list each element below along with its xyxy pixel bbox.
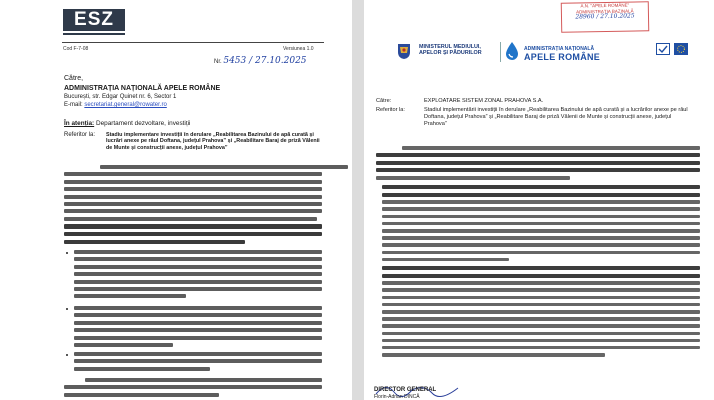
attention-line xyxy=(64,120,190,128)
version: Versiunea 1.0 xyxy=(283,46,314,52)
apele-romane-logo-text xyxy=(524,45,600,61)
to-label: Către: xyxy=(376,98,392,104)
certification-icon xyxy=(656,43,670,55)
ref-text: Stadiul implementării investiții în derulare „Reabilitarea Bazinului de apă curată și a lucrărilor anexe pe râul Doftana, județul Prahova” și „Reabilitare Baraj de priză Vălenii de Munte și construcții anexe, județul Prahova” xyxy=(424,107,688,128)
body-paragraph-1 xyxy=(64,165,322,247)
header-divider xyxy=(62,42,324,43)
signature-name: Florin-Adrian DINCĂ xyxy=(374,394,420,400)
registration-number xyxy=(214,56,307,66)
email-label: E-mail: xyxy=(64,102,83,108)
stamp-dept: ADMINISTRAȚIA BAZINALĂ xyxy=(576,8,634,15)
org-small: ADMINISTRAȚIA NAȚIONALĂ xyxy=(524,46,595,52)
bullet xyxy=(66,354,68,356)
attention-label: În atenția: xyxy=(64,120,95,127)
to-value: EXPLOATARE SISTEM ZONAL PRAHOVA S.A. xyxy=(424,98,544,104)
eu-flag-icon xyxy=(674,43,688,55)
letter-esz xyxy=(0,0,352,400)
recipient: ADMINISTRAȚIA NAȚIONALĂ APELE ROMÂNE xyxy=(64,85,221,92)
page-gap xyxy=(352,0,364,400)
logo-separator xyxy=(500,42,501,62)
stamp-org: A.N. "APELE ROMÂNE" xyxy=(580,2,630,9)
letter-apele-romane xyxy=(364,0,714,400)
body-paragraph-1 xyxy=(376,146,700,183)
bullet-item-2 xyxy=(74,306,322,350)
email-link[interactable]: secretariat.general@rowater.ro xyxy=(84,102,167,108)
body-paragraph-2 xyxy=(64,378,322,400)
subject xyxy=(106,132,322,151)
bullet-item-1 xyxy=(74,250,322,302)
registration-stamp xyxy=(561,1,650,33)
list-item-2 xyxy=(382,266,700,360)
reg-label: Nr. xyxy=(214,59,222,65)
subject-label: Referitor la: xyxy=(64,132,96,138)
stamp-number: 28960 / 27.10.2025 xyxy=(575,12,635,21)
list-item-1 xyxy=(382,185,700,265)
attention-value: Departament dezvoltare, investiții xyxy=(95,120,191,127)
to-label: Către, xyxy=(64,75,84,82)
signature-title: DIRECTOR GENERAL xyxy=(374,387,437,393)
email-line xyxy=(64,102,167,110)
address: București, str. Edgar Quinet nr. 6, Sector 1 xyxy=(64,94,177,100)
form-code: Cod F-7-08 xyxy=(63,46,89,52)
romania-coat-of-arms-icon xyxy=(396,42,412,60)
ministry-name: MINISTERUL MEDIULUI, APELOR ȘI PĂDURILOR xyxy=(419,44,482,57)
bullet-item-3 xyxy=(74,352,322,374)
logo-underline xyxy=(63,33,125,35)
bullet xyxy=(66,308,68,310)
subject-text: Stadiu implementare investiții în derulare „Reabilitarea Bazinului de apă curată și lucrări anexe pe râul Doftana, județul Prahova” și „Reabilitare Baraj de priză Vălenii de Munte și construcții anexe, județul Prahova” xyxy=(106,132,320,151)
ref-label: Referitor la: xyxy=(376,107,405,113)
reg-number: 5453 / 27.10.2025 xyxy=(223,56,307,66)
signature-block xyxy=(374,387,436,393)
org-big: APELE ROMÂNE xyxy=(524,52,601,62)
water-drop-icon xyxy=(504,41,520,61)
bullet xyxy=(66,252,68,254)
esz-logo: ESZ xyxy=(63,9,125,31)
